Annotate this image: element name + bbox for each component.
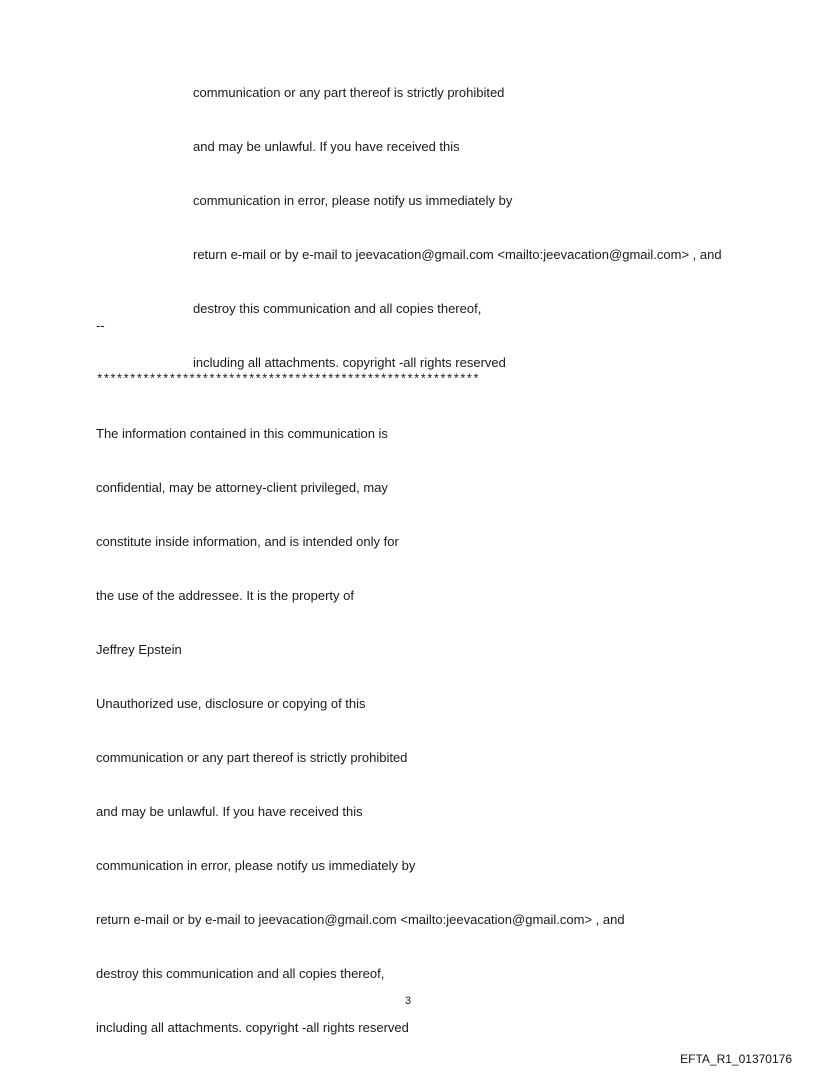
text-line: constitute inside information, and is intended only for xyxy=(96,534,399,549)
text-line: destroy this communication and all copies thereof, xyxy=(96,966,385,981)
text-line: destroy this communication and all copies thereof, xyxy=(193,301,482,316)
text-line: communication or any part thereof is strictly prohibited xyxy=(193,85,505,100)
signature-disclaimer xyxy=(96,281,625,1055)
text-line: communication in error, please notify us immediately by xyxy=(193,193,513,208)
signature-separator: -- xyxy=(96,318,105,333)
text-line: The information contained in this communication is xyxy=(96,426,388,441)
text-line: communication or any part thereof is strictly prohibited xyxy=(96,750,408,765)
bates-number: EFTA_R1_01370176 xyxy=(680,1052,792,1066)
asterisk-divider: ********************************************************** xyxy=(96,373,479,387)
text-line: Unauthorized use, disclosure or copying of this xyxy=(96,696,366,711)
page-number: 3 xyxy=(404,995,412,1007)
text-line: and may be unlawful. If you have received this xyxy=(96,804,363,819)
text-line: Jeffrey Epstein xyxy=(96,642,182,657)
text-line: return e-mail or by e-mail to jeevacation@gmail.com <mailto:jeevacation@gmail.com> , and xyxy=(193,247,722,262)
text-line: the use of the addressee. It is the property of xyxy=(96,588,354,603)
text-line: including all attachments. copyright -all rights reserved xyxy=(96,1020,409,1035)
text-line: return e-mail or by e-mail to jeevacation@gmail.com <mailto:jeevacation@gmail.com> , and xyxy=(96,912,625,927)
text-line: and may be unlawful. If you have received this xyxy=(193,139,460,154)
text-line: communication in error, please notify us immediately by xyxy=(96,858,416,873)
text-line: confidential, may be attorney-client privileged, may xyxy=(96,480,388,495)
text-line: including all attachments. copyright -all rights reserved xyxy=(193,355,506,370)
